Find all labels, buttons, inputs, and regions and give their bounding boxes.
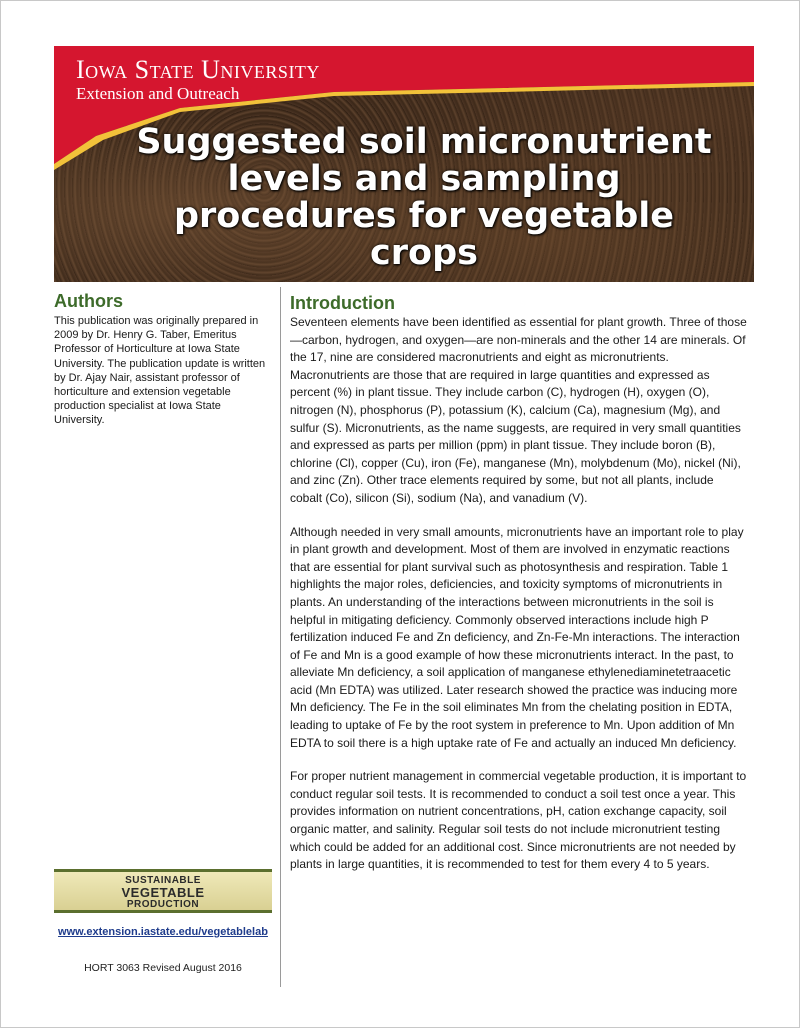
sidebar xyxy=(54,290,272,428)
paragraph-1: Seventeen elements have been identified as essential for plant growth. Three of those—carbon, hydrogen, and oxygen—are non-minerals and the other 14 are minerals. Of the 17, nine are considered macronutrients and eight as micronutrients. Macronutrients are those that are required in large quantities and expressed as percent (%) in plant tissue. They include carbon (C), hydrogen (H), oxygen (O), nitrogen (N), phosphorus (P), potassium (K), calcium (Ca), magnesium (Mg), and sulfur (S). Micronutrients, as the name suggests, are required in very small quantities and expressed as parts per million (ppm) in plant tissue. They include boron (B), chlorine (Cl), copper (Cu), iron (Fe), manganese (Mn), molybdenum (Mo), nickel (Ni), and zinc (Zn). Other trace elements required by some, but not all plants, include cobalt (Co), silicon (Si), sodium (Na), and vanadium (V). xyxy=(290,315,747,505)
sustainable-vegetable-production-logo xyxy=(54,869,272,913)
publication-title: Suggested soil micronutrient levels and sampling procedures for vegetable crops xyxy=(136,122,712,273)
header-banner xyxy=(54,46,754,282)
extension-unit: Extension and Outreach xyxy=(76,84,240,103)
badge-line-3: PRODUCTION xyxy=(126,899,200,910)
badge-line-2: VEGETABLE xyxy=(121,885,205,900)
authors-text: This publication was originally prepared in 2009 by Dr. Henry G. Taber, Emeritus Professor of Horticulture at Iowa State University. The publication update is written by Dr. Ajay Nair, assistant professor of horticulture and extension vegetable production specialist at Iowa State University. xyxy=(54,315,266,427)
authors-heading: Authors xyxy=(54,291,123,311)
publication-number: HORT 3063 Revised August 2016 xyxy=(84,962,242,974)
column-divider xyxy=(280,287,281,987)
university-name: Iowa State University xyxy=(76,55,320,84)
paragraph-3: For proper nutrient management in commercial vegetable production, it is important to conduct regular soil tests. It is recommended to conduct a soil test once a year. This provides information on nutrient concentrations, pH, cation exchange capacity, soil organic matter, and salinity. Regular soil tests do not include micronutrient testing which could be added for an additional cost. Since micronutrients are not needed by plants in large quantities, it is recommended to test for them every 4 to 5 years. xyxy=(290,769,747,872)
badge-line-1: SUSTAINABLE xyxy=(125,875,201,886)
main-content xyxy=(290,292,748,890)
paragraph-2: Although needed in very small amounts, micronutrients have an important role to play in plant growth and development. Most of them are involved in enzymatic reactions that are essential for plant survival such as photosynthesis and respiration. Table 1 highlights the major roles, deficiencies, and toxicity symptoms of micronutrients in plants. An understanding of the interactions between micronutrients in the soil is helpful in mitigating deficiency. Commonly observed interactions include high P fertilization induced Fe and Zn deficiency, and Zn-Fe-Mn interactions. The interaction of Fe and Mn is a good example of how these micronutrients interact. In the past, to alleviate Mn deficiency, a soil application of manganese ethylenediaminetetraacetic acid (Mn EDTA) was utilized. Later research showed the practice was inducing more Mn deficiency. The Fe in the soil eliminates Mn from the chelating position in EDTA, leading to uptake of Fe by the root system in preference to Mn. Upon addition of Mn EDTA to soil there is a high uptake rate of Fe and actually an induced Mn deficiency. xyxy=(290,524,744,750)
vegetablelab-link[interactable]: www.extension.iastate.edu/vegetablelab xyxy=(58,926,268,938)
introduction-heading: Introduction xyxy=(290,293,395,313)
